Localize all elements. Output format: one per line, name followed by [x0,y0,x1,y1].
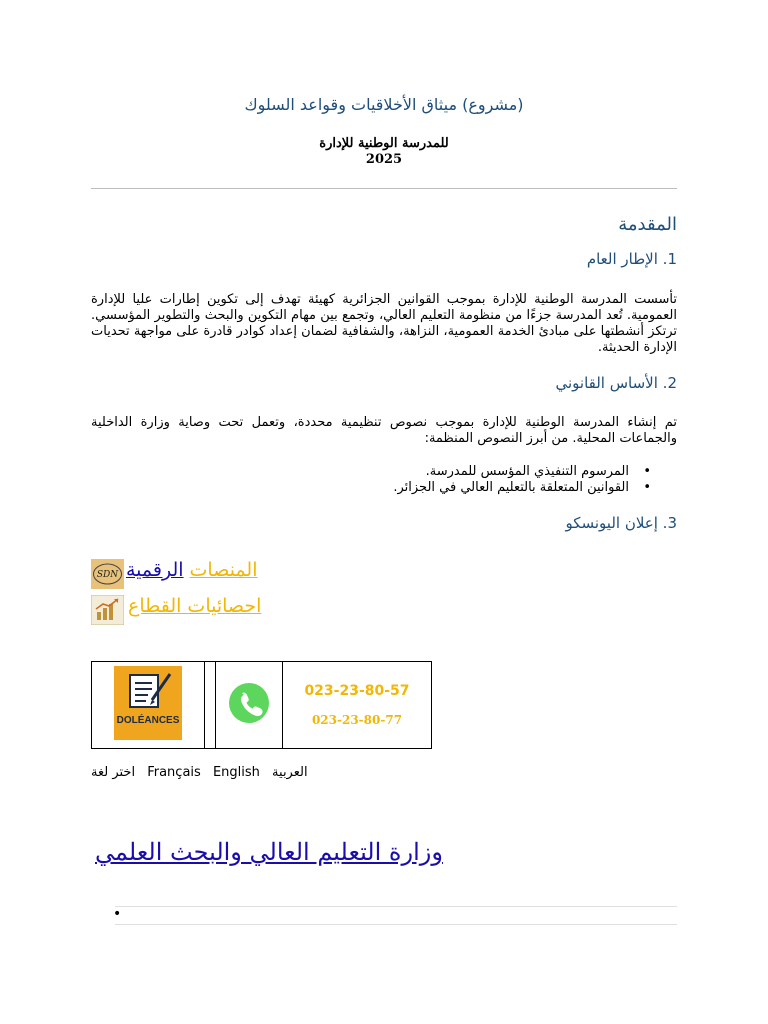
spacer-cell [205,662,216,749]
platforms-link-digital[interactable]: الرقمية [126,559,184,581]
intro-heading: المقدمة [618,214,677,235]
language-option-en[interactable]: English [212,765,260,780]
language-option-ar[interactable]: العربية [272,765,308,780]
phone-numbers-cell [283,662,432,749]
legal-texts-list [393,464,651,496]
header-divider [91,188,677,189]
stats-link[interactable]: احصائيات القطاع [128,595,262,617]
language-option-fr[interactable]: Français [147,765,201,780]
sdn-logo-text: SDN [96,570,119,580]
doleances-notepad-icon[interactable] [114,666,182,740]
ministry-link[interactable]: وزارة التعليم العالي والبحث العلمي [95,838,443,866]
page-title: (مشروع) ميثاق الأخلاقيات وقواعد السلوك [244,95,524,114]
language-prompt: اختر لغة [91,765,136,780]
platforms-link[interactable]: المنصات [189,559,258,581]
phone-number-main[interactable]: 023-23-80-57 [304,683,410,699]
subtitle-school: للمدرسة الوطنية للإدارة [319,136,449,151]
stats-chart-icon[interactable] [91,595,124,625]
footer-divider-bottom [115,924,677,925]
page-subtitle [91,136,677,168]
section-body-framework: تأسست المدرسة الوطنية للإدارة بموجب القوانين الجزائرية كهيئة تهدف إلى تكوين إطارات عليا للإدارة العمومية. تُعد المدرسة جزءًا من منظومة التعليم العالي، وتجمع بين مهام التكوين والبحث والتطوير المؤسسي. ترتكز أنشطتها على مبادئ الخدمة العمومية، النزاهة، والشفافية لضمان إعداد كوادر قادرة على مواجهة تحديات الإدارة الحديثة. [91,292,677,355]
stats-link-row [91,595,261,625]
sdn-logo-icon[interactable] [91,559,124,589]
phone-icon[interactable] [228,682,270,724]
phone-icon-cell [216,662,283,749]
doleances-cell [92,662,205,749]
list-item: • المرسوم التنفيذي المؤسس للمدرسة. [393,464,651,480]
phone-number-alt[interactable]: 023-23-80-77 [311,713,403,727]
footer-divider-top [115,906,677,907]
platforms-link-row [91,559,258,589]
section-heading-unesco: 3. إعلان اليونسكو [565,514,677,532]
subtitle-year: 2025 [365,152,403,167]
list-item: • القوانين المتعلقة بالتعليم العالي في الجزائر. [393,480,651,496]
contact-table [91,661,432,749]
section-heading-legal: 2. الأساس القانوني [555,374,677,392]
doleances-label: DOLÉANCES [116,715,180,726]
footer-bullet: • [113,906,122,922]
section-heading-framework: 1. الإطار العام [586,250,677,268]
language-selector [91,765,316,780]
section-body-legal: تم إنشاء المدرسة الوطنية للإدارة بموجب نصوص تنظيمية محددة، وتعمل تحت وصاية وزارة الداخلية والجماعات المحلية. من أبرز النصوص المنظمة: [91,415,677,446]
